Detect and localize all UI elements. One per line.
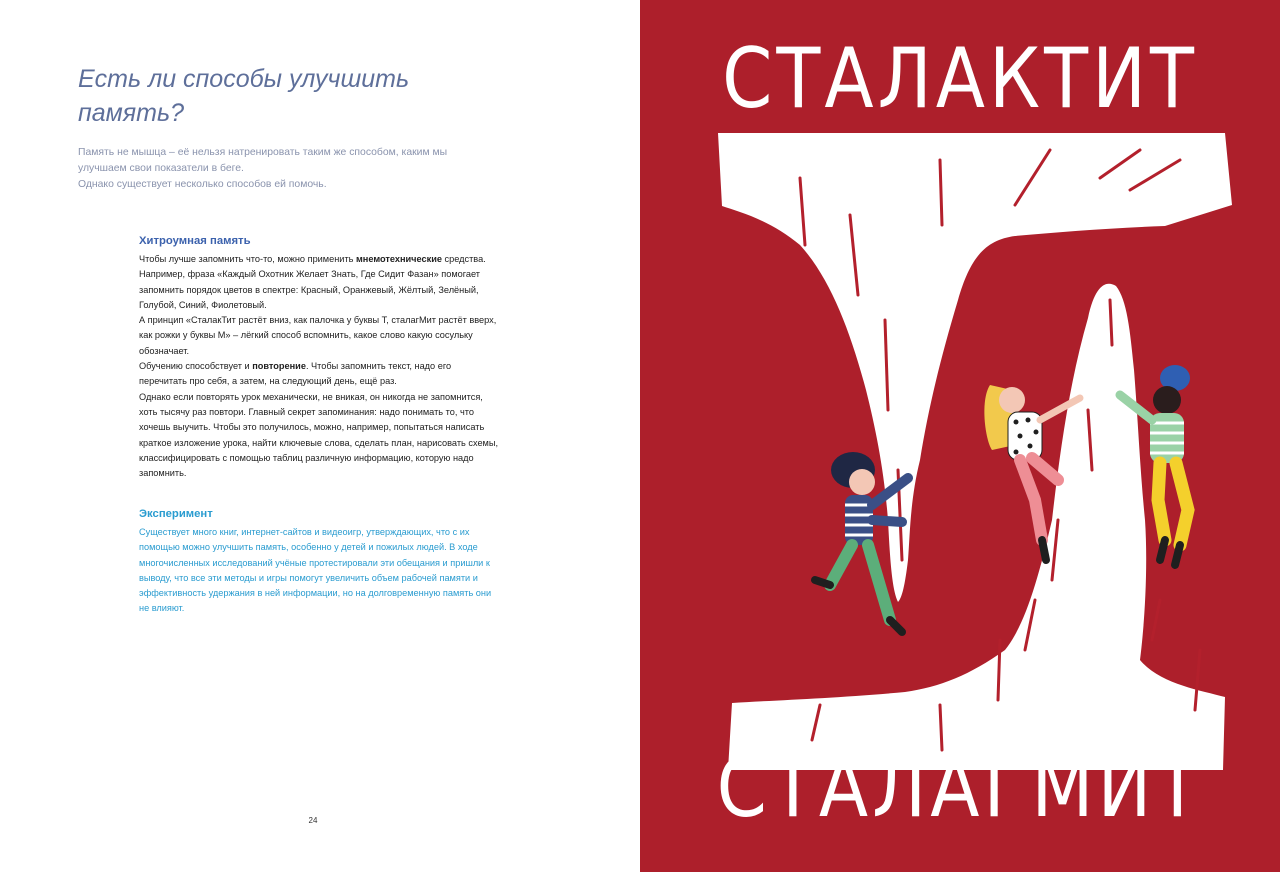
section-heading-experiment: Эксперимент bbox=[139, 508, 213, 520]
paragraph-mnemonics bbox=[139, 252, 499, 267]
word-stalactite: СТАЛАКТИТ bbox=[722, 29, 1198, 127]
section-tricky-memory bbox=[139, 235, 499, 481]
section-heading-tricky-memory: Хитроумная память bbox=[139, 235, 251, 247]
paragraph-repetition bbox=[139, 359, 499, 390]
page-title: Есть ли способы улучшить память? bbox=[78, 65, 410, 127]
paragraph-understanding: Однако если повторять урок механически, не вникая, он никогда не запомнится, хоть тысячу раз повтори. Главный секрет запоминания: надо понимать то, что хочешь выучить. Чтобы это получилось, можно, например, попытаться написать краткое изложение урока, найти ключевые слова, сделать план, нарисовать схемы, классифицировать с помощью таблиц различную информацию, которую надо запомнить. bbox=[139, 391, 499, 479]
paragraph-mnemonics-end: средства. bbox=[441, 254, 486, 264]
term-repetition: повторение bbox=[252, 361, 306, 372]
paragraph-repetition-end: . Чтобы запомнить текст, надо его перечитать про себя, а затем, на следующий день, ещё раз. bbox=[139, 361, 452, 387]
paragraph-stalactite: А принцип «СталакТит растёт вниз, как палочка у буквы Т, сталагМит растёт вверх, как рожки у буквы М» – лёгкий способ вспомнить, какое слово какую сосульку обозначает. bbox=[139, 315, 497, 356]
term-mnemonics: мнемотехнические bbox=[356, 254, 442, 264]
intro-text bbox=[78, 145, 478, 193]
right-page-illustration bbox=[640, 0, 1280, 872]
paragraph-experiment: Существует много книг, интернет-сайтов и видеоигр, утверждающих, что с их помощью можно улучшить память, особенно у детей и пожилых людей. В ходе многочисленных исследований учёные протестировали эти обещания и пришли к выводу, что все эти методы и игры помогут увеличить объем рабочей памяти и эффективность удержания в ней информации, но на долговременную память они не влияют. bbox=[139, 527, 492, 614]
paragraph-repetition-start: Обучению способствует и bbox=[139, 361, 253, 372]
page-number: 24 bbox=[308, 816, 318, 825]
paragraph-mnemonics-start: Чтобы лучше запомнить что-то, можно применить bbox=[139, 254, 356, 264]
paragraph-spectrum: Например, фраза «Каждый Охотник Желает Знать, Где Сидит Фазан» помогает запомнить порядок цветов в спектре: Красный, Оранжевый, Жёлтый, Зелёный, Голубой, Синий, Фиолетовый. bbox=[139, 269, 481, 310]
section-experiment bbox=[139, 508, 499, 617]
intro-line-2: Однако существует несколько способов ей помочь. bbox=[78, 179, 327, 190]
intro-line-1: Память не мышца – её нельзя натренировать таким же способом, каким мы улучшаем свои показатели в беге. bbox=[78, 147, 448, 174]
word-stalagmite: СТАЛАГМИТ bbox=[716, 738, 1204, 836]
